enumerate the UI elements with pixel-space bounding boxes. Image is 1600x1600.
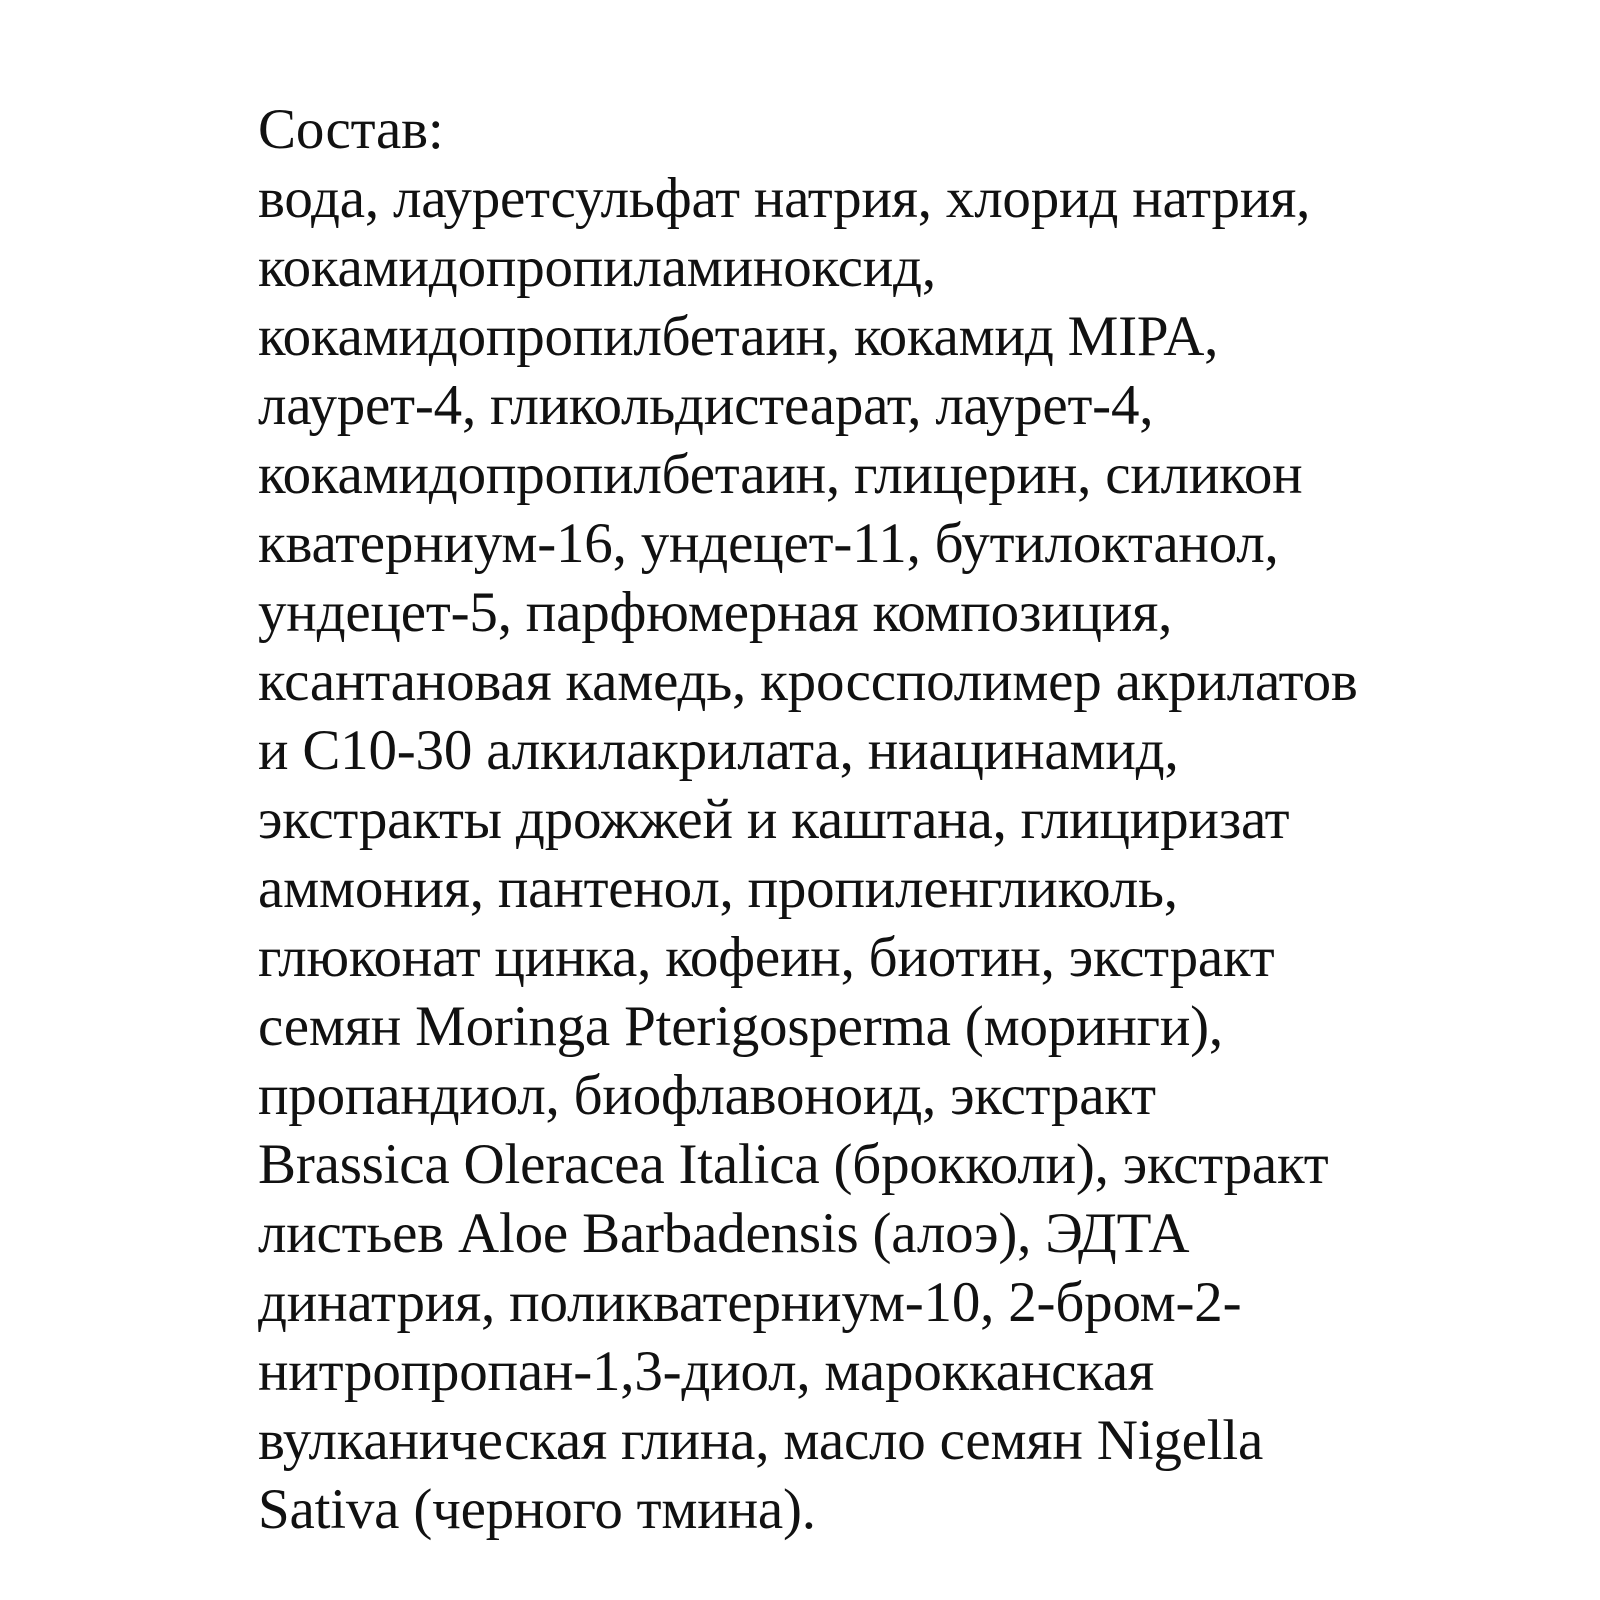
composition-heading: Состав: — [258, 98, 444, 161]
ingredients-line: глюконат цинка, кофеин, биотин, экстракт — [258, 926, 1275, 989]
ingredients-line: нитропропан-1,3-диол, марокканская — [258, 1340, 1154, 1403]
ingredients-line: кокамидопропиламиноксид, — [258, 236, 936, 299]
ingredients-line: кокамидопропилбетаин, кокамид MIPA, — [258, 305, 1219, 368]
ingredients-line: динатрия, поликватерниум-10, 2-бром-2- — [258, 1271, 1242, 1334]
ingredients-line: Sativa (черного тмина). — [258, 1478, 816, 1541]
ingredients-line: кватерниум-16, ундецет-11, бутилоктанол, — [258, 512, 1279, 575]
ingredients-line: пропандиол, биофлавоноид, экстракт — [258, 1064, 1156, 1127]
ingredients-line: и С10-30 алкилакрилата, ниацинамид, — [258, 719, 1179, 782]
ingredients-line: Brassica Oleracea Italica (брокколи), экстракт — [258, 1133, 1329, 1196]
ingredients-line: ксантановая камедь, кроссполимер акрилатов — [258, 650, 1358, 713]
ingredients-line: листьев Aloe Barbadensis (алоэ), ЭДТА — [258, 1202, 1190, 1265]
ingredients-line: вода, лауретсульфат натрия, хлорид натрия, — [258, 167, 1311, 230]
ingredients-line: лаурет-4, гликольдистеарат, лаурет-4, — [258, 374, 1154, 437]
ingredients-line: ундецет-5, парфюмерная композиция, — [258, 581, 1173, 644]
ingredients-document — [258, 95, 1558, 1544]
ingredients-line: кокамидопропилбетаин, глицерин, силикон — [258, 443, 1303, 506]
ingredients-line: аммония, пантенол, пропиленгликоль, — [258, 857, 1178, 920]
ingredients-line: вулканическая глина, масло семян Nigella — [258, 1409, 1264, 1472]
ingredients-line: экстракты дрожжей и каштана, глициризат — [258, 788, 1290, 851]
ingredients-line: семян Moringa Pterigosperma (моринги), — [258, 995, 1223, 1058]
